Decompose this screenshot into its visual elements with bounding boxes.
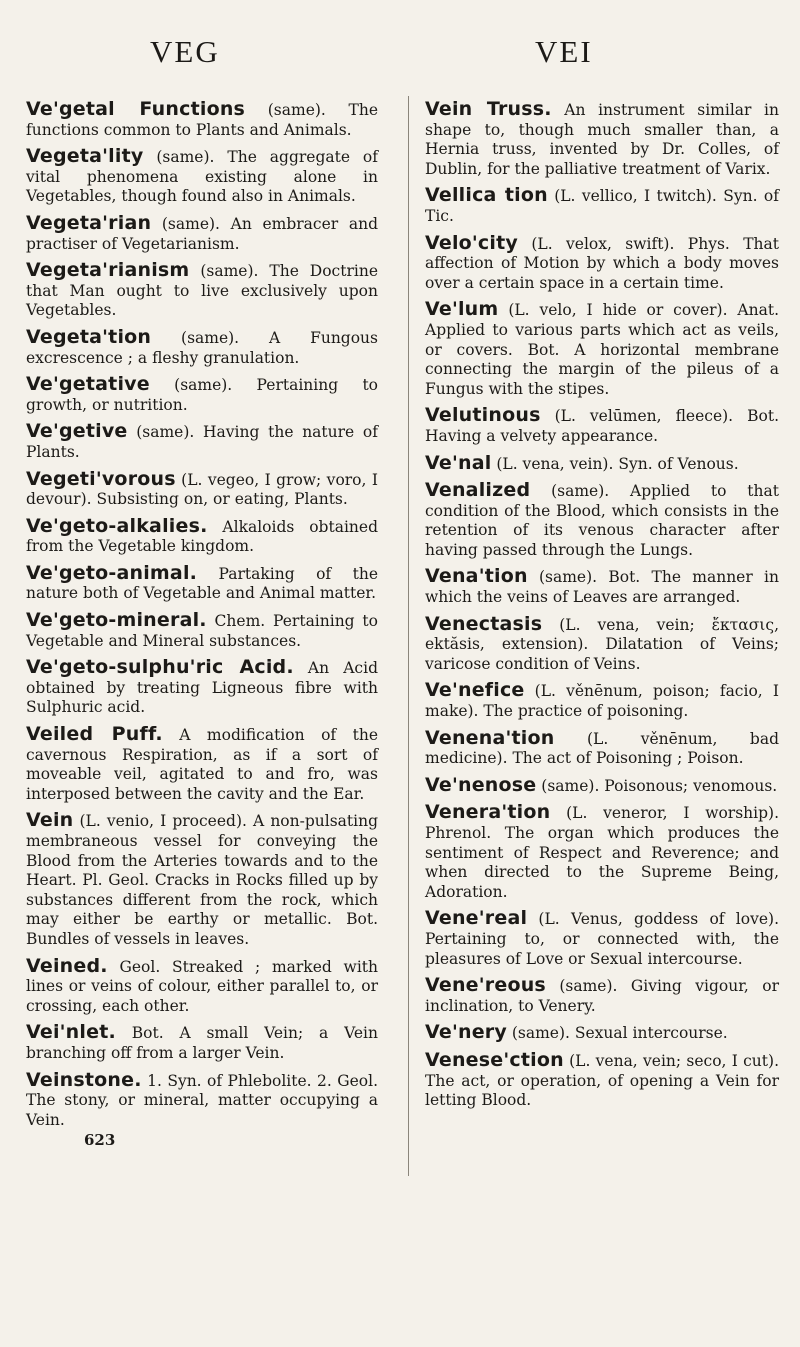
entry-headword: Ve'getive [26, 420, 128, 443]
dictionary-entry [26, 261, 378, 321]
left-column [26, 100, 378, 1149]
dictionary-entry [425, 231, 779, 294]
entry-definition: A modification of the cavernous Respiration, as if a sort of moveable veil, agitated to and fro, was interposed between the cavity and the Ear. [26, 726, 378, 803]
entry-definition: (L. vegeo, I grow; voro, I devour). Subsisting on, or eating, Plants. [26, 470, 378, 509]
entry-definition: (L. Venus, goddess of love). Pertaining to, or connected with, the pleasures of Love or Sexual intercourse. [425, 910, 779, 968]
dictionary-entry [26, 954, 378, 1017]
entry-headword: Vene'reous [425, 974, 546, 997]
entry-definition: (L. vena, vein; seco, I cut). The act, or operation, of opening a Vein for letting Blood. [425, 1051, 779, 1110]
entry-headword: Venera'tion [425, 801, 551, 824]
dictionary-entry [26, 422, 378, 462]
entry-definition: (same). Giving vigour, or inclination, to Venery. [425, 977, 779, 1015]
entry-definition: Chem. Pertaining to Vegetable and Mineral substances. [26, 612, 378, 650]
entry-headword: Venese'ction [425, 1048, 564, 1071]
dictionary-entry [26, 375, 378, 415]
entry-definition: (L. velox, swift). Phys. That affection of Motion by which a body moves over a certain space in a certain time. [425, 234, 779, 292]
dictionary-entry [26, 147, 378, 207]
entry-definition: (same). Applied to that condition of the Blood, which consists in the retention of its venous character after having passed through the Lungs. [425, 482, 779, 559]
entry-headword: Vene'real [425, 907, 528, 930]
entry-headword: Vena'tion [425, 565, 528, 588]
entry-definition: Partaking of the nature both of Vegetable and Animal matter. [26, 564, 378, 603]
entry-headword: Ve'getal Functions [26, 98, 246, 120]
entry-headword: Ve'nefice [425, 679, 525, 702]
entry-definition: Bot. A small Vein; a Vein branching off from a larger Vein. [26, 1024, 378, 1062]
entry-headword: Venalized [425, 479, 531, 502]
entry-definition: (same). The functions common to Plants and Animals. [26, 101, 379, 139]
entry-definition: (L. věnēnum, poison; facio, I make). The practice of poisoning. [425, 682, 779, 721]
entry-definition: (L. veneror, I worship). Phrenol. The organ which produces the sentiment of Respect and Reverence; and when directed to the Supreme Being, Adoration. [425, 804, 779, 901]
dictionary-entry [425, 803, 779, 902]
entry-headword: Veinstone. [26, 1068, 142, 1091]
right-column [425, 100, 779, 1118]
entry-headword: Vellica tion [425, 184, 548, 207]
entry-definition: (same). The Doctrine that Man ought to live exclusively upon Vegetables. [26, 262, 378, 320]
entry-headword: Ve'nery [425, 1021, 507, 1044]
entry-headword: Velutinous [425, 404, 541, 427]
entry-headword: Venena'tion [425, 726, 555, 749]
entry-definition: (same). Poisonous; venomous. [536, 776, 778, 795]
entry-headword: Veiled Puff. [26, 723, 163, 746]
entry-definition: (same). Bot. The manner in which the veins of Leaves are arranged. [425, 568, 779, 607]
entry-definition: 1. Syn. of Phlebolite. 2. Geol. The stony, or mineral, matter occupying a Vein. [26, 1071, 378, 1129]
entry-definition: (L. venio, I proceed). A non-pulsating membraneous vessel for conveying the Blood from the Arteries towards and to the Heart. Pl. Geol. Cracks in Rocks filled up by substances different from the rock, which may either be earthy or metallic. Bot. Bundles of vessels in leaves. [26, 812, 378, 948]
dictionary-entry [26, 811, 378, 949]
entry-headword: Ve'geto-sulphu'ric Acid. [26, 656, 294, 679]
entry-definition: (L. velūmen, fleece). Bot. Having a velvety appearance. [425, 407, 779, 445]
entry-headword: Vegeta'tion [26, 325, 152, 348]
dictionary-entry [425, 773, 779, 797]
entry-definition: (L. vellico, I twitch). Syn. of Tic. [425, 187, 779, 225]
dictionary-entry [26, 325, 378, 368]
entry-definition: (same). An embracer and practiser of Vegetarianism. [26, 214, 378, 253]
entry-definition: Alkaloids obtained from the Vegetable kingdom. [26, 517, 378, 556]
dictionary-entry [425, 681, 779, 721]
dictionary-entry [425, 976, 779, 1016]
page-number: 623 [84, 1131, 116, 1150]
entry-headword: Ve'lum [425, 298, 499, 321]
dictionary-entry [26, 100, 378, 140]
dictionary-entry [425, 909, 779, 969]
dictionary-entry [26, 611, 378, 651]
entry-definition: Geol. Streaked ; marked with lines or veins of colour, either parallel to, or crossing, each other. [26, 957, 378, 1015]
dictionary-entry [425, 1048, 779, 1111]
entry-definition: (L. velo, I hide or cover). Anat. Applied to various parts which act as veils, or covers. Bot. A horizontal membrane connecting the margin of the pileus of a Fungus with the stipes. [425, 301, 779, 398]
entry-headword: Ve'geto-animal. [26, 561, 198, 584]
entry-headword: Vegeti'vorous [26, 467, 176, 490]
dictionary-entry [26, 211, 378, 254]
entry-definition: (same). A Fungous excrescence ; a fleshy granulation. [26, 328, 378, 367]
entry-headword: Ve'geto-alkalies. [26, 514, 208, 537]
dictionary-entry [425, 451, 779, 475]
dictionary-entry [425, 612, 779, 675]
entry-headword: Vein [26, 809, 74, 832]
dictionary-entry [425, 300, 779, 399]
entry-headword: Veined. [26, 954, 108, 977]
column-divider [408, 96, 409, 1176]
dictionary-entry [26, 658, 378, 718]
entry-headword: Ve'geto-mineral. [26, 609, 207, 632]
page-header [0, 20, 800, 80]
dictionary-entry [425, 186, 779, 226]
entry-headword: Velo'city [425, 231, 518, 254]
entry-headword: Ve'nenose [425, 773, 537, 796]
entry-definition: (same). The aggregate of vital phenomena existing alone in Vegetables, though found also in Animals. [26, 148, 378, 206]
entry-definition: (L. vena, vein). Syn. of Venous. [491, 454, 739, 473]
entry-headword: Ve'getative [26, 373, 150, 396]
entry-headword: Vegeta'rian [26, 211, 152, 234]
running-head-right: VEI [535, 34, 593, 69]
entry-definition: (same). Sexual intercourse. [506, 1024, 728, 1043]
dictionary-entry [26, 1023, 378, 1063]
dictionary-entry [425, 406, 779, 446]
dictionary-entry [26, 725, 378, 804]
entry-definition: (L. věnēnum, bad medicine). The act of Poisoning ; Poison. [425, 729, 779, 768]
dictionary-entry [425, 567, 779, 607]
running-head-left: VEG [150, 34, 220, 69]
entry-definition: An instrument similar in shape to, though much smaller than, a Hernia truss, invented by Dr. Colles, of Dublin, for the palliative treatment of Varix. [425, 101, 779, 178]
dictionary-entry [26, 514, 378, 557]
entry-definition: (same). Having the nature of Plants. [26, 423, 378, 461]
entry-definition: (same). Pertaining to growth, or nutrition. [26, 376, 378, 414]
dictionary-entry [425, 726, 779, 769]
entry-headword: Vei'nlet. [26, 1021, 116, 1044]
entry-headword: Vegeta'lity [26, 145, 144, 168]
entry-headword: Vegeta'rianism [26, 259, 190, 282]
entry-headword: Venectasis [425, 612, 543, 635]
entry-headword: Ve'nal [425, 451, 492, 474]
entry-definition: An Acid obtained by treating Ligneous fibre with Sulphuric acid. [26, 659, 378, 717]
dictionary-entry [26, 467, 378, 510]
entry-definition: (L. vena, vein; ἔκτασις, ektăsis, extension). Dilatation of Veins; varicose condition of Veins. [425, 615, 779, 673]
dictionary-entry [26, 561, 378, 604]
entry-headword: Vein Truss. [425, 98, 552, 120]
dictionary-entry [26, 1068, 378, 1131]
dictionary-entry [425, 1023, 779, 1044]
dictionary-entry [425, 481, 779, 560]
dictionary-entry [425, 100, 779, 179]
